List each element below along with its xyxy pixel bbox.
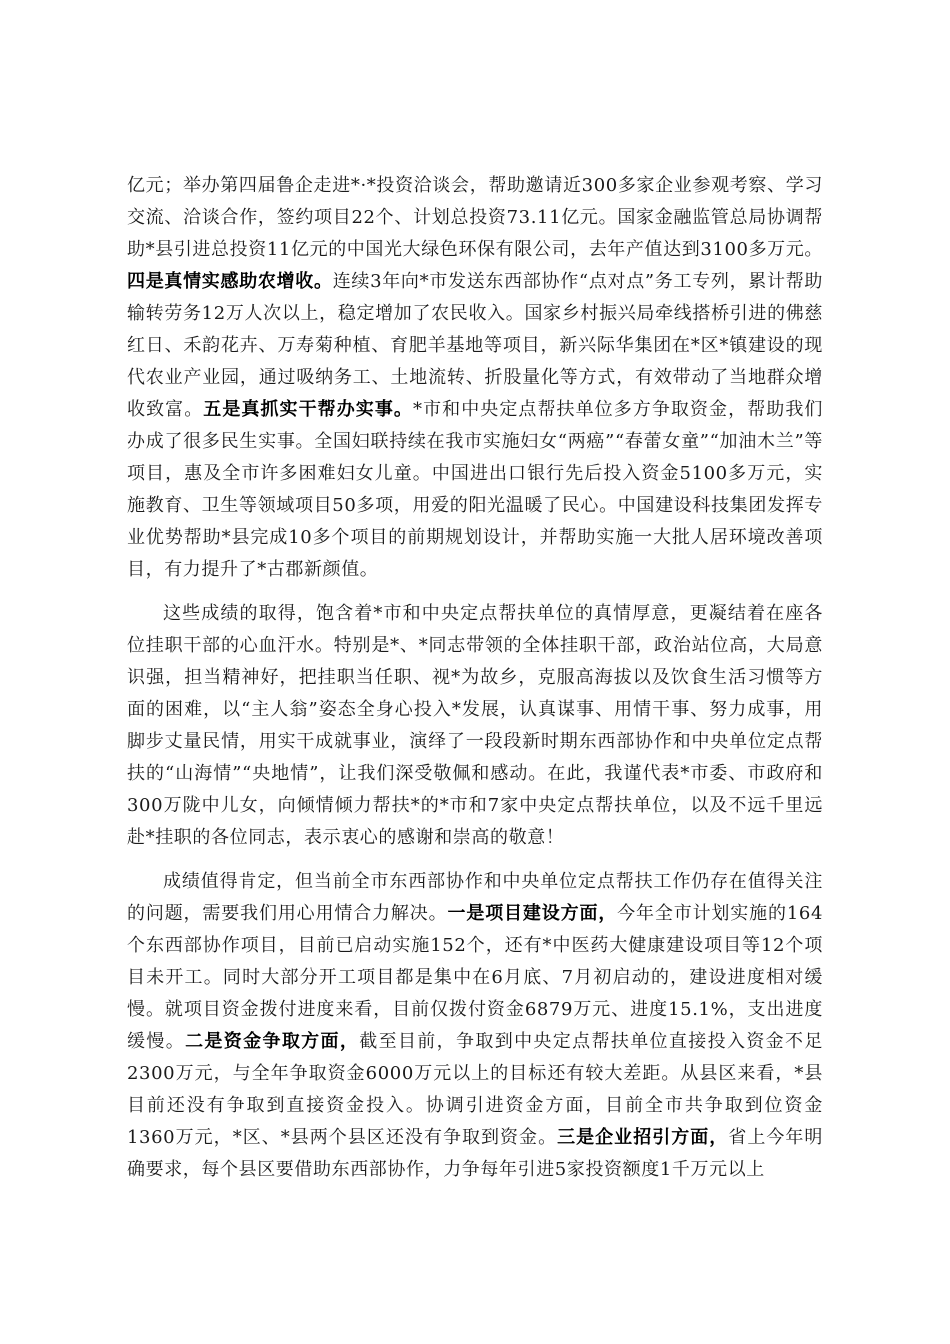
- paragraph-3-text-1: 成绩值得肯定，但当前全市东西部协作和中央单位定点帮扶工作仍存在值得关注的问题，需要我们用心用情合力解决。: [127, 871, 823, 924]
- paragraph-1-heading-5: 五是真抓实干帮办实事。: [203, 399, 413, 420]
- paragraph-1-heading-4: 四是真情实感助农增收。: [127, 271, 333, 292]
- paragraph-1-text-1: 亿元；举办第四届鲁企走进*·*投资洽谈会，帮助邀请近300多家企业参观考察、学习交流、洽谈合作，签约项目22个、计划总投资73.11亿元。国家金融监管总局协调帮助*县引进总投资11亿元的中国光大绿色环保有限公司，去年产值达到3100多万元。: [127, 175, 823, 260]
- document-body: [127, 170, 823, 1186]
- paragraph-1-text-2: 连续3年向*市发送东西部协作“点对点”务工专列，累计帮助输转劳务12万人次以上，稳定增加了农民收入。国家乡村振兴局牵线搭桥引进的佛慈红日、禾韵花卉、万寿菊种植、育肥羊基地等项目，新兴际华集团在*区*镇建设的现代农业产业园，通过吸纳务工、土地流转、折股量化等方式，有效带动了当地群众增收致富。: [127, 271, 823, 420]
- paragraph-3-text-4: 省上今年明确要求，每个县区要借助东西部协作，力争每年引进5家投资额度1千万元以上: [127, 1127, 824, 1180]
- paragraph-3-heading-1: 一是项目建设方面，: [447, 903, 618, 924]
- paragraph-1-text-3: *市和中央定点帮扶单位多方争取资金，帮助我们办成了很多民生实事。全国妇联持续在我市实施妇女“两癌”“春蕾女童”“加油木兰”等项目，惠及全市许多困难妇女儿童。中国进出口银行先后投入资金5100多万元，实施教育、卫生等领域项目50多项，用爱的阳光温暖了民心。中国建设科技集团发挥专业优势帮助*县完成10多个项目的前期规划设计，并帮助实施一大批人居环境改善项目，有力提升了*古郡新颜值。: [127, 399, 823, 580]
- paragraph-3-text-3: 截至目前，争取到中央定点帮扶单位直接投入资金不足2300万元，与全年争取资金6000万元以上的目标还有较大差距。从县区来看，*县目前还没有争取到直接资金投入。协调引进资金方面，目前全市共争取到位资金1360万元，*区、*县两个县区还没有争取到资金。: [127, 1031, 823, 1148]
- paragraph-3-heading-3: 三是企业招引方面，: [557, 1127, 729, 1148]
- paragraph-3-heading-2: 二是资金争取方面，: [185, 1031, 360, 1052]
- paragraph-1: [127, 170, 823, 586]
- paragraph-3: [127, 866, 823, 1186]
- paragraph-3-text-2: 今年全市计划实施的164个东西部协作项目，目前已启动实施152个，还有*中医药大健康建设项目等12个项目未开工。同时大部分开工项目都是集中在6月底、7月初启动的，建设进度相对缓慢。就项目资金拨付进度来看，目前仅拨付资金6879万元、进度15.1%，支出进度缓慢。: [127, 903, 823, 1052]
- paragraph-2-text-1: 这些成绩的取得，饱含着*市和中央定点帮扶单位的真情厚意，更凝结着在座各位挂职干部的心血汗水。特别是*、*同志带领的全体挂职干部，政治站位高，大局意识强，担当精神好，把挂职当任职、视*为故乡，克服高海拔以及饮食生活习惯等方面的困难，以“主人翁”姿态全身心投入*发展，认真谋事、用情干事、努力成事，用脚步丈量民情，用实干成就事业，演绎了一段段新时期东西部协作和中央单位定点帮扶的“山海情”“央地情”，让我们深受敬佩和感动。在此，我谨代表*市委、市政府和300万陇中儿女，向倾情倾力帮扶*的*市和7家中央定点帮扶单位，以及不远千里远赴*挂职的各位同志，表示衷心的感谢和崇高的敬意！: [127, 603, 823, 848]
- paragraph-2: [127, 598, 823, 854]
